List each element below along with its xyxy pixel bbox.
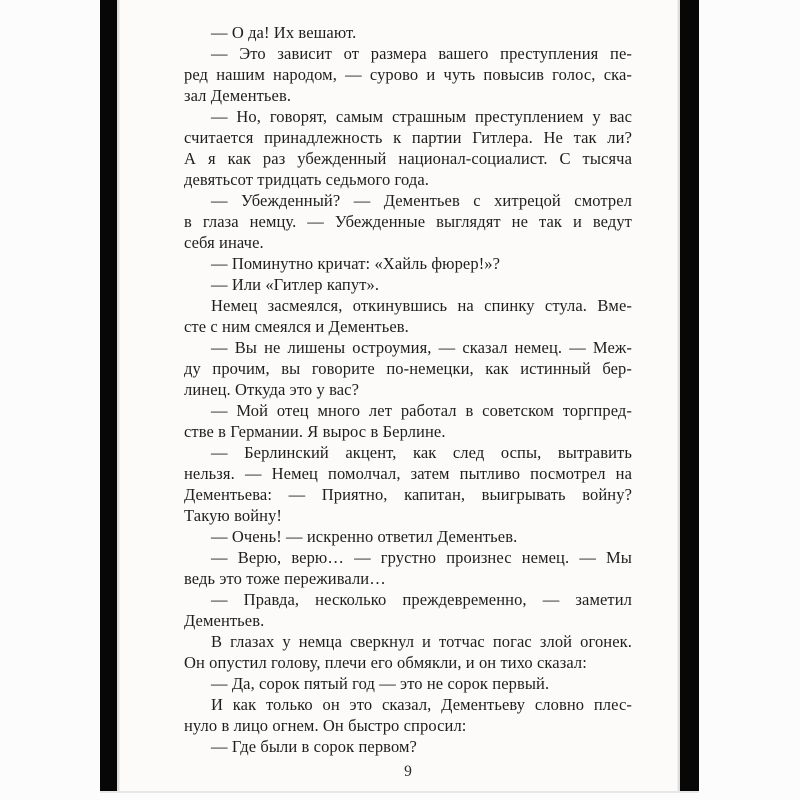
text-line: ред нашим народом, — сурово и чуть повысив голос, ска-: [184, 65, 632, 84]
text-line: — Да, сорок пятый год — это не сорок первый.: [211, 674, 550, 693]
text-line: — Верю, верю… — грустно произнес немец. — Мы: [211, 548, 632, 567]
text-line: — Или «Гитлер капут».: [211, 275, 380, 294]
page-edge-line-left: [117, 0, 119, 791]
text-line: — О да! Их вешают.: [211, 23, 357, 42]
text-line: нельзя. — Немец помолчал, затем пытливо посмотрел на: [184, 464, 632, 483]
text-line: — Поминутно кричат: «Хайль фюрер!»?: [211, 254, 501, 273]
text-line: А я как раз убежденный национал-социалист. С тысяча: [184, 149, 632, 168]
text-line: — Вы не лишены остроумия, — сказал немец. — Меж-: [211, 338, 632, 357]
text-line: И как только он это сказал, Дементьеву словно плес-: [211, 695, 632, 714]
page-edge-line-right: [678, 0, 680, 791]
text-line: зал Дементьев.: [184, 86, 292, 105]
text-line: В глазах у немца сверкнул и тотчас погас злой огонек.: [211, 632, 632, 651]
text-line: Дементьев.: [184, 611, 265, 630]
page-edge-line-bottom: [100, 791, 699, 793]
text-line: — Правда, несколько преждевременно, — заметил: [211, 590, 632, 609]
page-number: 9: [404, 763, 412, 780]
text-line: ду прочим, вы говорите по-немецки, как истинный бер-: [184, 359, 632, 378]
text-line: нуло в лицо огнем. Он быстро спросил:: [184, 716, 467, 735]
text-line: — Убежденный? — Дементьев с хитрецой смотрел: [211, 191, 632, 210]
book-page: [119, 0, 678, 791]
text-line: считается принадлежность к партии Гитлера. Не так ли?: [184, 128, 632, 147]
text-line: в глаза немцу. — Убежденные выглядят не так и ведут: [184, 212, 632, 231]
text-line: ведь это тоже переживали…: [184, 569, 386, 588]
text-line: стве в Германии. Я вырос в Берлине.: [184, 422, 446, 441]
text-line: — Это зависит от размера вашего преступления пе-: [211, 44, 632, 63]
text-line: Он опустил голову, плечи его обмякли, и он тихо сказал:: [184, 653, 587, 672]
text-line: сте с ним смеялся и Дементьев.: [184, 317, 409, 336]
text-line: линец. Откуда это у вас?: [184, 380, 360, 399]
text-line: Такую войну!: [184, 506, 283, 525]
text-line: Немец засмеялся, откинувшись на спинку стула. Вме-: [211, 296, 632, 315]
text-line: себя иначе.: [184, 233, 264, 252]
scan-edge-bar-left: [100, 0, 117, 791]
text-line: — Но, говорят, самым страшным преступлением у вас: [211, 107, 632, 126]
text-line: — Где были в сорок первом?: [211, 737, 417, 756]
text-line: — Мой отец много лет работал в советском торгпред-: [211, 401, 632, 420]
text-line: — Очень! — искренно ответил Дементьев.: [211, 527, 518, 546]
page-text: [184, 22, 632, 757]
text-line: девятьсот тридцать седьмого года.: [184, 170, 430, 189]
text-line: — Берлинский акцент, как след оспы, вытравить: [211, 443, 632, 462]
scan-edge-bar-right: [680, 0, 699, 791]
text-line: Дементьева: — Приятно, капитан, выигрывать войну?: [184, 485, 632, 504]
